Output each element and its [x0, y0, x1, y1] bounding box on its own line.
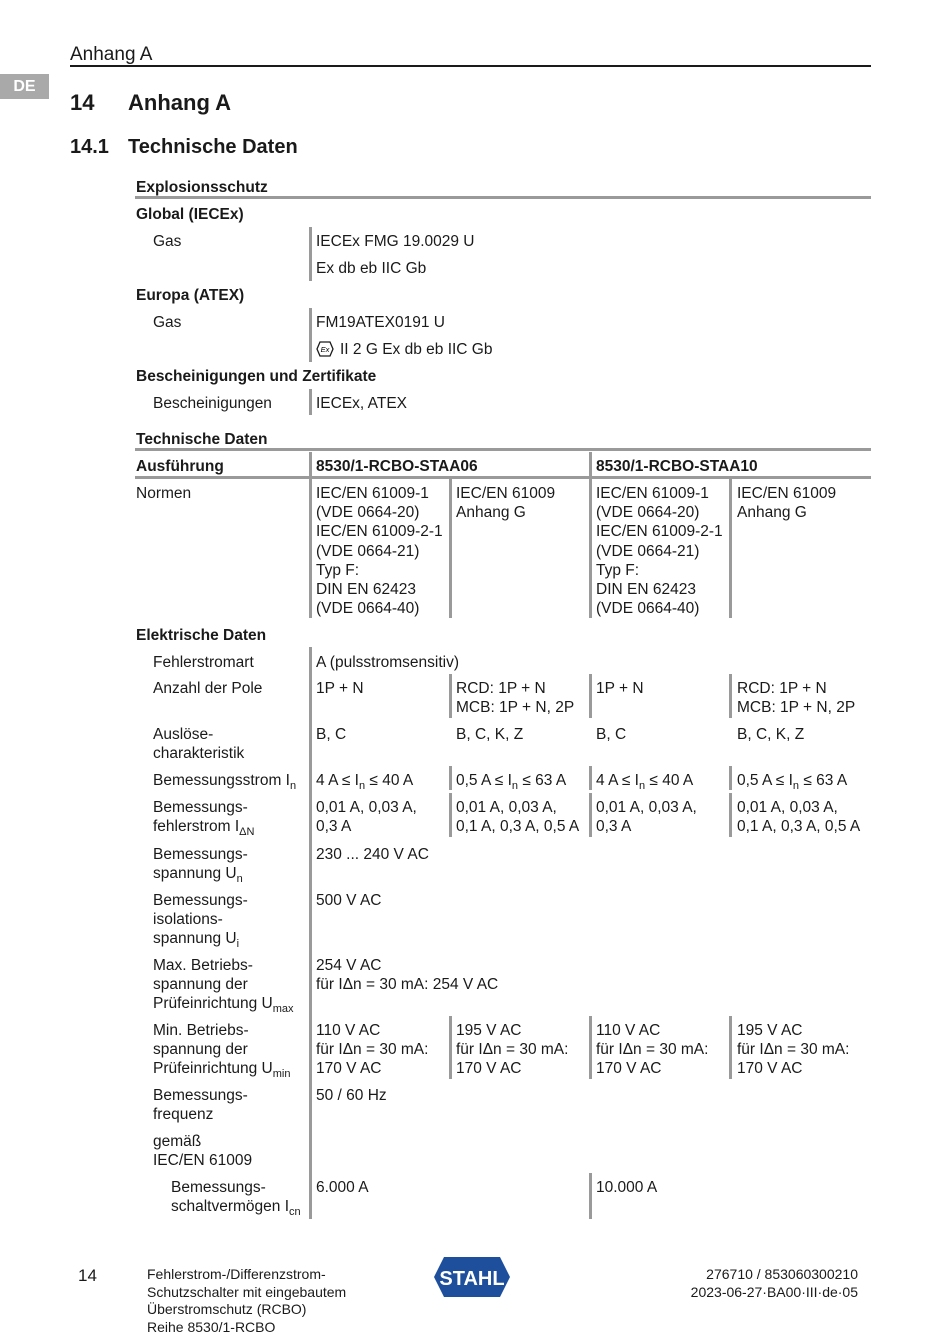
subscript: n: [236, 873, 243, 886]
normen-line: IEC/EN 61009-2-1: [596, 523, 723, 541]
footer-doc-info: [691, 1266, 858, 1301]
footer-line: Reihe 8530/1-RCBO: [147, 1318, 276, 1335]
normen-line: Typ F:: [596, 561, 640, 579]
svg-text:Ex: Ex: [320, 345, 330, 354]
ausloese-model1-a: B, C: [316, 726, 347, 743]
bemessungsfehlerstrom-model1-a: [316, 798, 417, 836]
elec-heading: Elektrische Daten: [136, 627, 267, 644]
label-text: fehlerstrom I: [153, 818, 240, 836]
column-divider: [589, 793, 592, 837]
isolationsspannung-value: 500 V AC: [316, 892, 382, 909]
value-line: für IΔn = 30 mA: 254 V AC: [316, 976, 499, 994]
min-betriebsspannung-label: [153, 1021, 291, 1079]
europe-gas-label: Gas: [153, 314, 182, 331]
value-line: 0,3 A: [316, 818, 352, 836]
normen-model1-col1: [316, 484, 443, 618]
label-line: Bemessungs-: [153, 892, 248, 909]
value-line: 0,01 A, 0,03 A,: [456, 799, 557, 816]
column-divider: [589, 674, 592, 718]
label-line: frequenz: [153, 1106, 214, 1124]
label-text: Prüfeinrichtung U: [153, 1060, 273, 1078]
ex-hexagon-icon: [316, 341, 334, 357]
normen-line: IEC/EN 61009: [737, 485, 837, 502]
label-line: [153, 994, 294, 1016]
label-text: spannung U: [153, 865, 237, 883]
footer-line: Schutzschalter mit eingebautem: [147, 1283, 347, 1300]
bemessungsstrom-model1-b: [456, 771, 566, 790]
max-betriebsspannung-label: [153, 956, 294, 1014]
normen-line: (VDE 0664-40): [596, 600, 700, 618]
col-header-model1: 8530/1-RCBO-STAA06: [316, 458, 478, 475]
value-text: ≤ 63 A: [518, 772, 567, 789]
label-line: charakteristik: [153, 745, 245, 763]
tech-rule-header: [135, 476, 871, 479]
ausloese-model2-a: B, C: [596, 726, 627, 743]
column-divider: [589, 1173, 592, 1219]
schaltvermoegen-label: [171, 1178, 301, 1219]
europe-gas-marking: [316, 340, 493, 359]
normen-line: DIN EN 62423: [316, 581, 416, 599]
chapter-number: 14: [70, 90, 95, 115]
explosion-rule: [135, 196, 871, 199]
label-line: [153, 864, 248, 886]
label-line: Bemessungs-: [171, 1179, 266, 1196]
normen-model2-col2: [737, 484, 836, 522]
tech-rule-top: [135, 448, 871, 451]
column-divider: [729, 674, 732, 718]
stahl-logo-icon: [432, 1255, 512, 1299]
subscript: min: [272, 1068, 291, 1081]
column-divider: [309, 308, 312, 362]
bemessungsfehlerstrom-model2-a: [596, 798, 697, 836]
normen-line: Typ F:: [316, 561, 360, 579]
column-divider: [729, 766, 732, 790]
page-number: 14: [78, 1266, 97, 1285]
europe-gas-marking-text: II 2 G Ex db eb IIC Gb: [340, 341, 493, 358]
bemessungsfehlerstrom-model1-b: [456, 798, 579, 836]
label-line: [153, 1059, 291, 1081]
min-betriebsspannung-model1-a: [316, 1021, 428, 1079]
normen-line: DIN EN 62423: [596, 581, 696, 599]
label-line: [153, 929, 248, 951]
value-text: 0,5 A ≤ I: [737, 772, 793, 789]
min-betriebsspannung-model1-b: [456, 1021, 568, 1079]
header-rule: [70, 65, 871, 67]
column-divider: [449, 793, 452, 837]
label-line: Max. Betriebs-: [153, 957, 253, 974]
global-gas-label: Gas: [153, 233, 182, 250]
label-line: spannung der: [153, 976, 248, 994]
isolationsspannung-label: [153, 891, 248, 949]
subscript: n: [511, 780, 519, 792]
column-divider: [729, 793, 732, 837]
gemaess-label: [153, 1132, 252, 1170]
section-heading: [70, 136, 298, 159]
value-line: für IΔn = 30 mA:: [456, 1041, 569, 1059]
section-title: Technische Daten: [128, 136, 298, 158]
label-text: Bemessungsstrom I: [153, 772, 290, 789]
cert-heading: Bescheinigungen und Zertifikate: [136, 368, 377, 385]
tech-heading: Technische Daten: [136, 431, 268, 448]
subscript: n: [289, 780, 297, 792]
max-betriebsspannung-value: [316, 956, 498, 994]
label-line: IEC/EN 61009: [153, 1152, 253, 1170]
footer-line: 2023-06-27·BA00·III·de·05: [690, 1283, 858, 1300]
europe-gas-cert: FM19ATEX0191 U: [316, 314, 445, 331]
europe-heading: Europa (ATEX): [136, 287, 245, 304]
min-betriebsspannung-model2-b: [737, 1021, 849, 1079]
bemessungsstrom-label: [153, 771, 296, 790]
normen-line: (VDE 0664-20): [316, 504, 420, 522]
column-divider: [309, 452, 312, 476]
value-line: 0,3 A: [596, 818, 632, 836]
footer-line: Überstromschutz (RCBO): [147, 1301, 307, 1317]
value-line: 170 V AC: [316, 1060, 382, 1078]
subscript: cn: [289, 1206, 301, 1219]
footer-description: [147, 1266, 346, 1336]
normen-line: (VDE 0664-21): [596, 542, 700, 560]
column-divider: [589, 766, 592, 790]
normen-line: IEC/EN 61009-2-1: [316, 523, 443, 541]
normen-line: Anhang G: [737, 504, 807, 522]
section-number: 14.1: [70, 136, 109, 158]
column-divider: [729, 1016, 732, 1079]
bemessungsfehlerstrom-label: [153, 798, 255, 839]
subscript: max: [272, 1003, 294, 1016]
footer-line: Fehlerstrom-/Differenzstrom-: [147, 1266, 326, 1282]
value-line: 110 V AC: [316, 1022, 381, 1039]
value-text: 4 A ≤ I: [596, 772, 639, 789]
pole-model2-b: [737, 679, 855, 717]
subscript: ΔN: [239, 826, 255, 839]
subscript: n: [358, 780, 366, 792]
normen-line: (VDE 0664-21): [316, 542, 420, 560]
label-text: Prüfeinrichtung U: [153, 995, 273, 1013]
value-line: 110 V AC: [596, 1022, 661, 1039]
global-gas-cert: IECEx FMG 19.0029 U: [316, 233, 475, 250]
schaltvermoegen-model2: 10.000 A: [596, 1179, 658, 1196]
global-heading: Global (IECEx): [136, 206, 244, 223]
ausloese-model1-b: B, C, K, Z: [456, 726, 524, 743]
explosion-heading: Explosionsschutz: [136, 179, 268, 196]
value-text: 0,5 A ≤ I: [456, 772, 512, 789]
pole-model1-a: 1P + N: [316, 680, 364, 697]
value-line: 0,1 A, 0,3 A, 0,5 A: [456, 818, 580, 836]
label-line: Auslöse-: [153, 726, 214, 743]
label-line: spannung der: [153, 1041, 248, 1059]
bemessungsfehlerstrom-model2-b: [737, 798, 860, 836]
label-line: Bemessungs-: [153, 846, 248, 863]
subscript: n: [638, 780, 646, 792]
column-divider: [449, 674, 452, 718]
pole-line: MCB: 1P + N, 2P: [737, 699, 856, 717]
label-line: Bemessungs-: [153, 799, 248, 816]
label-line: Bemessungs-: [153, 1087, 248, 1104]
column-divider: [589, 479, 592, 618]
global-gas-marking: Ex db eb IIC Gb: [316, 260, 427, 277]
value-line: für IΔn = 30 mA:: [596, 1041, 709, 1059]
label-line: isolations-: [153, 911, 223, 929]
column-divider: [449, 479, 452, 618]
value-line: 195 V AC: [456, 1022, 522, 1039]
column-divider: [309, 389, 312, 415]
chapter-title: Anhang A: [128, 90, 232, 115]
normen-model2-col1: [596, 484, 723, 618]
stahl-logo: [432, 1255, 512, 1304]
label-line: Min. Betriebs-: [153, 1022, 249, 1039]
label-line: gemäß: [153, 1133, 202, 1150]
pole-model1-b: [456, 679, 574, 717]
bemessungsstrom-model2-a: [596, 771, 693, 790]
pole-line: RCD: 1P + N: [456, 680, 546, 697]
label-text: spannung U: [153, 930, 237, 948]
pole-model2-a: 1P + N: [596, 680, 644, 697]
pole-line: RCD: 1P + N: [737, 680, 827, 697]
value-line: für IΔn = 30 mA:: [737, 1041, 850, 1059]
chapter-heading: [70, 90, 231, 116]
normen-model1-col2: [456, 484, 555, 522]
column-divider: [729, 479, 732, 618]
frequenz-value: 50 / 60 Hz: [316, 1087, 387, 1104]
language-tab: DE: [0, 74, 49, 99]
subscript: i: [236, 938, 240, 951]
bemessungsspannung-label: [153, 845, 248, 886]
logo-text: STAHL: [439, 1268, 505, 1290]
schaltvermoegen-model1: 6.000 A: [316, 1179, 369, 1196]
label-line: [171, 1197, 301, 1219]
min-betriebsspannung-model2-a: [596, 1021, 708, 1079]
value-line: 0,1 A, 0,3 A, 0,5 A: [737, 818, 861, 836]
column-divider: [449, 1016, 452, 1079]
normen-line: IEC/EN 61009: [456, 485, 556, 502]
value-text: ≤ 40 A: [645, 772, 694, 789]
normen-line: (VDE 0664-20): [596, 504, 700, 522]
value-text: ≤ 40 A: [365, 772, 414, 789]
normen-line: IEC/EN 61009-1: [596, 485, 709, 502]
column-divider: [309, 227, 312, 281]
cert-label: Bescheinigungen: [153, 395, 272, 412]
value-line: für IΔn = 30 mA:: [316, 1041, 429, 1059]
running-header: Anhang A: [70, 44, 153, 65]
fehlerstromart-label: Fehlerstromart: [153, 654, 254, 671]
column-divider: [449, 766, 452, 790]
column-divider: [589, 452, 592, 476]
bemessungsstrom-model2-b: [737, 771, 847, 790]
value-line: 254 V AC: [316, 957, 382, 974]
value-text: ≤ 63 A: [799, 772, 848, 789]
normen-line: Anhang G: [456, 504, 526, 522]
value-line: 0,01 A, 0,03 A,: [316, 799, 417, 816]
bemessungsspannung-value: 230 ... 240 V AC: [316, 846, 429, 863]
value-text: 4 A ≤ I: [316, 772, 359, 789]
value-line: 170 V AC: [456, 1060, 522, 1078]
ausloese-model2-b: B, C, K, Z: [737, 726, 805, 743]
ausloese-label: [153, 725, 244, 763]
frequenz-label: [153, 1086, 248, 1124]
fehlerstromart-value: A (pulsstromsensitiv): [316, 654, 459, 671]
normen-label: Normen: [136, 485, 192, 502]
bemessungsstrom-model1-a: [316, 771, 413, 790]
value-line: 170 V AC: [596, 1060, 662, 1078]
pole-line: MCB: 1P + N, 2P: [456, 699, 575, 717]
value-line: 0,01 A, 0,03 A,: [596, 799, 697, 816]
value-line: 0,01 A, 0,03 A,: [737, 799, 838, 816]
subscript: n: [792, 780, 800, 792]
normen-line: IEC/EN 61009-1: [316, 485, 429, 502]
column-divider: [309, 479, 312, 618]
pole-label: Anzahl der Pole: [153, 680, 263, 697]
value-line: 195 V AC: [737, 1022, 803, 1039]
cert-value: IECEx, ATEX: [316, 395, 408, 412]
footer-line: 276710 / 853060300210: [706, 1266, 858, 1282]
label-text: schaltvermögen I: [171, 1198, 290, 1216]
normen-line: (VDE 0664-40): [316, 600, 420, 618]
value-line: 170 V AC: [737, 1060, 803, 1078]
label-line: [153, 817, 255, 839]
column-divider: [589, 1016, 592, 1079]
column-divider: [309, 647, 312, 1219]
col-header-model2: 8530/1-RCBO-STAA10: [596, 458, 758, 475]
col-header-ausfuehrung: Ausführung: [136, 458, 224, 475]
